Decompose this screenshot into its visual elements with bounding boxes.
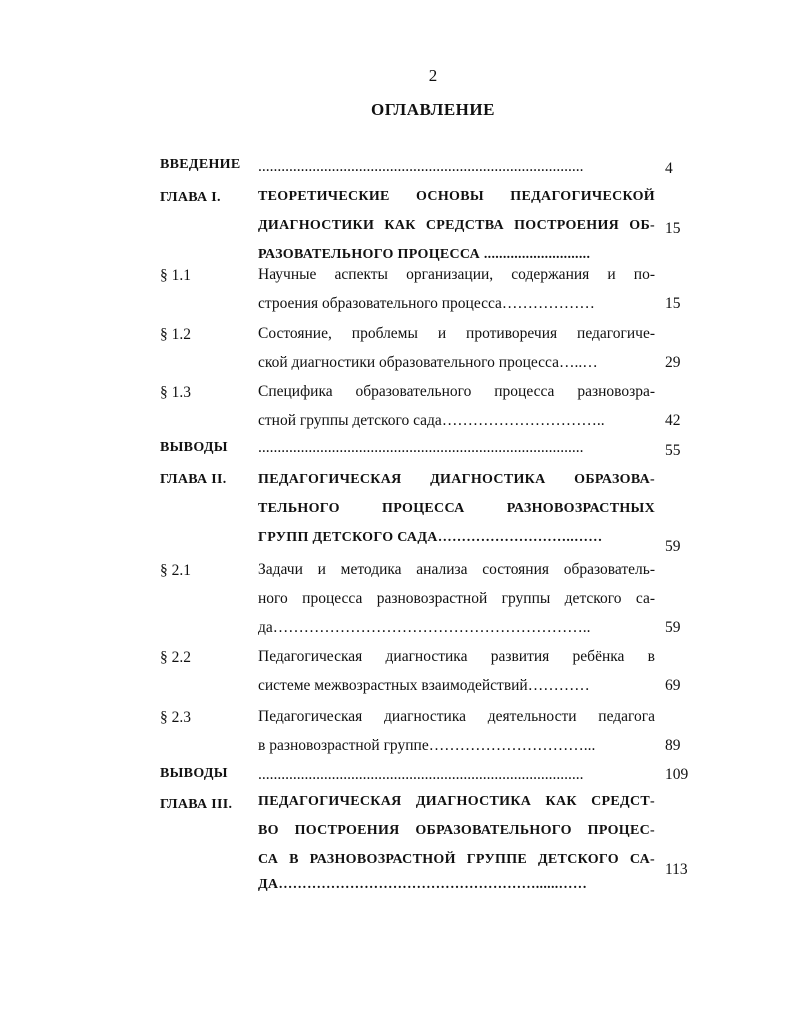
toc-entry-label: ВВЕДЕНИЕ bbox=[160, 157, 241, 172]
toc-entry-label: § 2.1 bbox=[160, 562, 191, 579]
toc-entry-line: ГРУПП ДЕТСКОГО САДА………………………..…… bbox=[258, 530, 603, 545]
toc-entry-text bbox=[258, 642, 655, 700]
toc-entry-line: Научные аспекты организации, содержания и по- bbox=[258, 266, 655, 283]
toc-entry-label: ГЛАВА II. bbox=[160, 472, 227, 487]
toc-entry-line: системе межвозрастных взаимодействий………… bbox=[258, 677, 590, 694]
toc-entry-line: ного процесса разновозрастной группы детского са- bbox=[258, 590, 655, 607]
page-title: ОГЛАВЛЕНИЕ bbox=[371, 100, 495, 119]
toc-leader-dots: .................................................................................... bbox=[258, 439, 584, 456]
toc-entry-label: § 2.3 bbox=[160, 709, 191, 726]
toc-entry-page: 89 bbox=[665, 737, 681, 754]
toc-entry-label: § 2.2 bbox=[160, 649, 191, 666]
toc-entry-text bbox=[258, 260, 655, 318]
toc-entry-label: ГЛАВА III. bbox=[160, 797, 233, 812]
toc-entry-page: 29 bbox=[665, 354, 681, 371]
toc-entry-label: § 1.2 bbox=[160, 326, 191, 343]
toc-entry-text bbox=[258, 760, 655, 789]
toc-entry-line: СА В РАЗНОВОЗРАСТНОЙ ГРУППЕ ДЕТСКОГО СА- bbox=[258, 852, 655, 867]
toc-entry-line: Педагогическая диагностика развития ребёнка в bbox=[258, 648, 655, 665]
toc-entry-line: стной группы детского сада………………………….. bbox=[258, 412, 605, 429]
toc-entry-text bbox=[258, 377, 655, 435]
toc-entry-text bbox=[258, 702, 655, 760]
toc-entry-page: 15 bbox=[665, 220, 681, 237]
toc-entry-page: 55 bbox=[665, 442, 681, 459]
toc-entry-line: ДА………………………………………………......…… bbox=[258, 877, 588, 892]
toc-leader-dots: .................................................................................... bbox=[258, 766, 584, 783]
toc-entry-label: ГЛАВА I. bbox=[160, 190, 221, 205]
toc-entry-page: 69 bbox=[665, 677, 681, 694]
toc-entry-label: ВЫВОДЫ bbox=[160, 766, 228, 781]
toc-entry-line: РАЗОВАТЕЛЬНОГО ПРОЦЕССА ............................ bbox=[258, 247, 591, 262]
toc-entry-line: ПЕДАГОГИЧЕСКАЯ ДИАГНОСТИКА ОБРАЗОВА- bbox=[258, 472, 655, 487]
toc-entry-line: Педагогическая диагностика деятельности педагога bbox=[258, 708, 655, 725]
toc-entry-text bbox=[258, 787, 655, 896]
toc-entry-line: ТЕЛЬНОГО ПРОЦЕССА РАЗНОВОЗРАСТНЫХ bbox=[258, 501, 655, 516]
toc-entry-text bbox=[258, 433, 655, 462]
toc-leader-dots: .................................................................................... bbox=[258, 158, 584, 175]
toc-entry-page: 4 bbox=[665, 160, 673, 177]
toc-entry-page: 59 bbox=[665, 538, 681, 555]
toc-entry-line: в разновозрастной группе…………………………... bbox=[258, 737, 596, 754]
toc-entry-line: ДИАГНОСТИКИ КАК СРЕДСТВА ПОСТРОЕНИЯ ОБ- bbox=[258, 218, 655, 233]
toc-entry-line: ТЕОРЕТИЧЕСКИЕ ОСНОВЫ ПЕДАГОГИЧЕСКОЙ bbox=[258, 189, 655, 204]
toc-entry-text bbox=[258, 555, 655, 642]
toc-entry-line: да…………………………………………………….. bbox=[258, 619, 591, 636]
toc-entry-label: § 1.3 bbox=[160, 384, 191, 401]
toc-entry-page: 113 bbox=[665, 861, 688, 878]
toc-entry-line: Задачи и методика анализа состояния образователь- bbox=[258, 561, 655, 578]
toc-entry-label: ВЫВОДЫ bbox=[160, 440, 228, 455]
toc-entry-page: 109 bbox=[665, 766, 689, 783]
toc-entry-text bbox=[258, 182, 655, 269]
toc-entry-text bbox=[258, 152, 655, 181]
toc-entry-label: § 1.1 bbox=[160, 267, 191, 284]
toc-entry-line: ПЕДАГОГИЧЕСКАЯ ДИАГНОСТИКА КАК СРЕДСТ- bbox=[258, 794, 655, 809]
toc-entry-text bbox=[258, 319, 655, 377]
toc-entry-page: 15 bbox=[665, 295, 681, 312]
toc-entry-line: ВО ПОСТРОЕНИЯ ОБРАЗОВАТЕЛЬНОГО ПРОЦЕС- bbox=[258, 823, 655, 838]
toc-entry-line: ской диагностики образовательного процесса…..… bbox=[258, 354, 598, 371]
toc-entry-page: 42 bbox=[665, 412, 681, 429]
toc-entry-text bbox=[258, 465, 655, 552]
toc-entry-page: 59 bbox=[665, 619, 681, 636]
toc-entry-line: Специфика образовательного процесса разновозра- bbox=[258, 383, 655, 400]
page-number: 2 bbox=[428, 66, 438, 85]
toc-entry-line: Состояние, проблемы и противоречия педагогиче- bbox=[258, 325, 655, 342]
toc-entry-line: строения образовательного процесса……………… bbox=[258, 295, 595, 312]
